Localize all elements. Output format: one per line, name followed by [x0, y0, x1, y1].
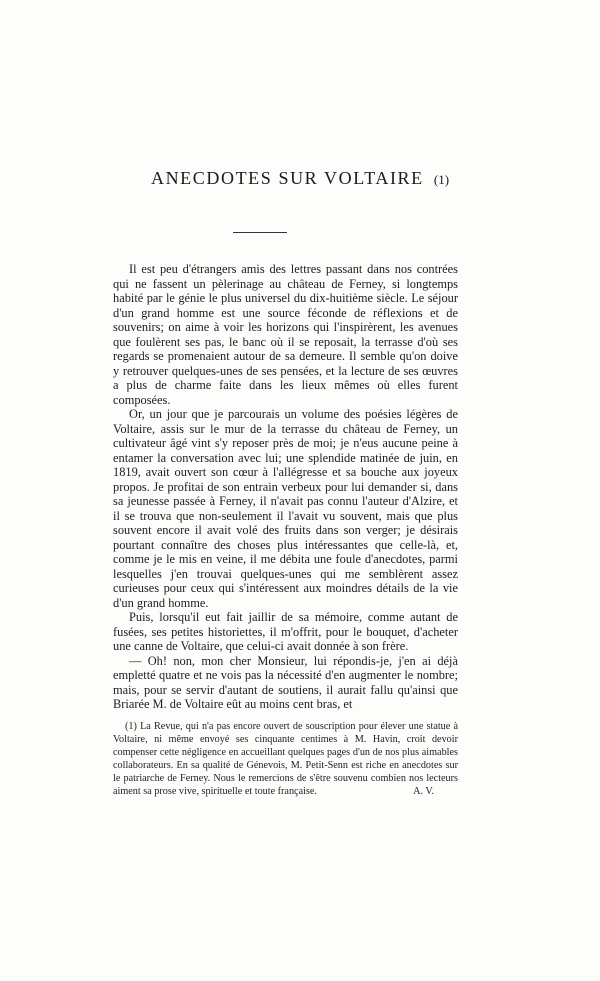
page-title	[0, 168, 600, 189]
title-text: ANECDOTES SUR VOLTAIRE	[150, 168, 424, 188]
paragraph: Or, un jour que je parcourais un volume des poésies légères de Voltaire, assis sur le mur de la terrasse du château de Ferney, un cultivateur âgé vint s'y reposer près de moi; je n'eus aucune peine à entamer la conversation avec lui; une splendide matinée de juin, en 1819, avait ouvert son cœur à l'allégresse et sa bouche aux joyeux propos. Je profitai de son entrain verbeux pour lui demander si, dans sa jeunesse passée à Ferney, il n'avait pas connu l'auteur d'Alzire, et il se trouva que non-seulement il l'avait vu souvent, mais que plus souvent encore il avait volé des fruits dans son verger; je désirais pourtant connaître des choses plus intéressantes que celle-là, et, comme je le mis en veine, il me débita une foule d'anecdotes, parmi lesquelles j'en trouvai quelques-unes qui me semblèrent assez curieuses pour ceux qui s'intéressent aux moindres détails de la vie d'un grand homme.	[113, 407, 458, 610]
paragraph: Puis, lorsqu'il eut fait jaillir de sa mémoire, comme autant de fusées, ses petites historiettes, il m'offrit, pour le bouquet, d'acheter une canne de Voltaire, que celui-ci avait donnée à son frère.	[113, 610, 458, 653]
paragraph: — Oh! non, mon cher Monsieur, lui répondis-je, j'en ai déjà empletté quatre et ne vois pas la nécessité d'en augmenter le nombre; mais, pour se servir d'autant de soutiens, il aurait fallu qu'ainsi que Briarée M. de Voltaire eût au moins cent bras, et	[113, 653, 458, 711]
paragraph: Il est peu d'étrangers amis des lettres passant dans nos contrées qui ne fassent un pèlerinage au château de Ferney, si longtemps habité par le génie le plus universel du dix-huitième siècle. Le séjour d'un grand homme est une source féconde de réflexions et de souvenirs; on aime à voir les horizons qui l'inspirèrent, les avenues que foulèrent ses pas, le banc où il se reposait, la terrasse d'où ses regards se promenaient autour de sa demeure. Il semble qu'on doive y retrouver quelques-unes de ses pensées, et la lecture de ses œuvres a plus de charme faite dans les lieux mêmes où elles furent composées.	[113, 262, 458, 407]
article-body	[113, 262, 458, 712]
footnote	[113, 720, 458, 798]
title-divider	[233, 232, 287, 233]
footnote-text: (1) La Revue, qui n'a pas encore ouvert de souscription pour élever une statue à Voltaire, ni même envoyé ses cinquante centimes à M. Havin, croit devoir compenser cette négligence en accueillant quelques pages d'un de nos plus aimables collaborateurs. En sa qualité de Génevois, M. Petit-Senn est riche en anecdotes sur le patriarche de Ferney. Nous le remercions de s'être souvenu combien nos lecteurs aiment sa prose vive, spirituelle et toute française.	[113, 721, 458, 797]
footnote-signature: A. V.	[413, 786, 434, 797]
footnote-marker: (1)	[433, 172, 450, 187]
